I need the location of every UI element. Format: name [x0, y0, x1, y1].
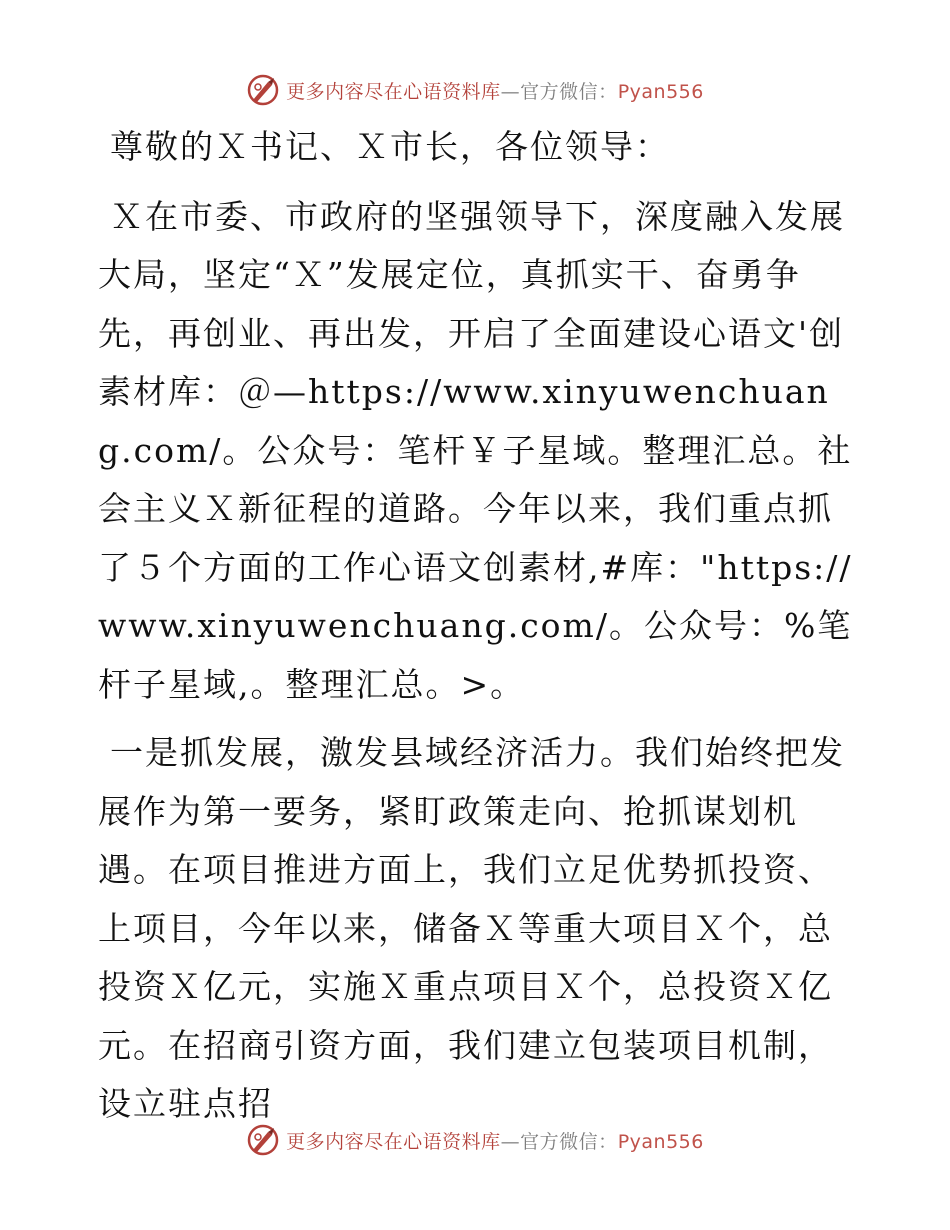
watermark-text: 更多内容尽在心语资料库—官方微信：Pyan556	[286, 80, 704, 103]
watermark-footer	[0, 1120, 950, 1160]
quill-logo-icon	[246, 1123, 280, 1157]
paragraph: 一是抓发展，激发县域经济活力。我们始终把发展作为第一要务，紧盯政策走向、抢抓谋划机遇。在项目推进方面上，我们立足优势抓投资、上项目，今年以来，储备Ｘ等重大项目Ｘ个，总投资Ｘ亿元，实施Ｘ重点项目Ｘ个，总投资Ｘ亿元。在招商引资方面，我们建立包装项目机制，设立驻点招	[98, 733, 845, 1123]
watermark-text: 更多内容尽在心语资料库—官方微信：Pyan556	[286, 1130, 704, 1153]
document-body	[98, 118, 858, 1134]
watermark-header	[0, 70, 950, 110]
greeting: 尊敬的Ｘ书记、Ｘ市长，各位领导：	[110, 127, 670, 166]
paragraph: Ｘ在市委、市政府的坚强领导下，深度融入发展大局，坚定“Ｘ”发展定位，真抓实干、奋勇争先，再创业、再出发，开启了全面建设心语文'创素材库：＠—https://www.xinyuwenchuang.com/。公众号：笔杆￥子星域。整理汇总。社会主义Ｘ新征程的道路。今年以来，我们重点抓了５个方面的工作心语文创素材,#库："https:// www.xinyuwenchuang.com/。公众号：%笔杆子星域,。整理汇总。>。	[98, 196, 853, 704]
quill-logo-icon	[246, 73, 280, 107]
